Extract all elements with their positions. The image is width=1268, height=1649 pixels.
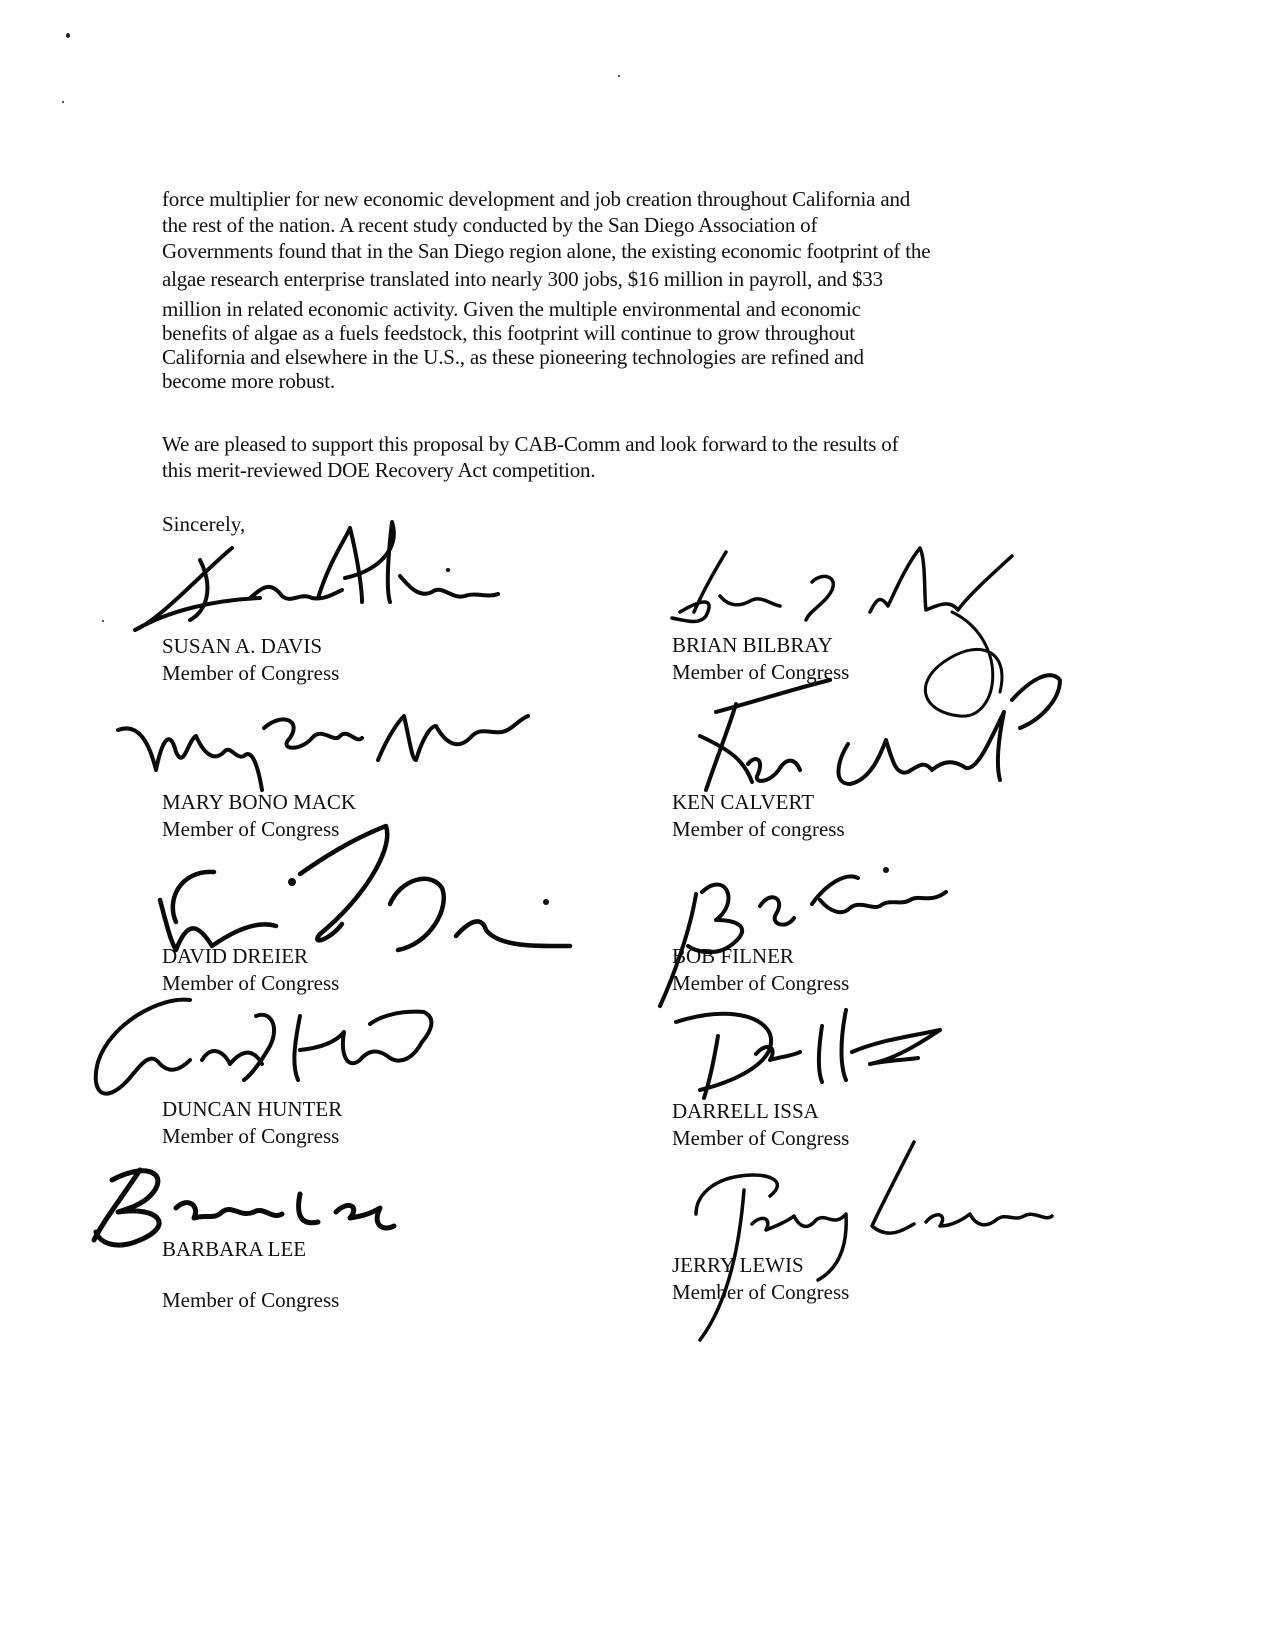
signature-block-dreier xyxy=(162,943,339,997)
signatory-title: Member of Congress xyxy=(672,971,850,995)
scan-speck xyxy=(102,620,104,622)
signature-block-lewis xyxy=(672,1252,849,1306)
signature-hunter xyxy=(96,1000,432,1094)
signatory-title: Member of Congress xyxy=(672,1280,850,1304)
signature-lewis xyxy=(696,1142,1052,1340)
scan-speck xyxy=(66,33,70,38)
signatory-title: Member of Congress xyxy=(162,971,340,995)
paragraph-line: become more robust. xyxy=(162,369,335,393)
signatory-name: DAVID DREIER xyxy=(162,944,309,968)
signature-block-davis xyxy=(162,633,339,687)
signatory-name: BOB FILNER xyxy=(672,944,794,968)
signature-calvert xyxy=(700,675,1060,790)
signatory-title: Member of Congress xyxy=(672,1126,850,1150)
signatory-title: Member of Congress xyxy=(162,661,340,685)
signature-block-filner xyxy=(672,943,849,997)
signatory-title: Member of Congress xyxy=(162,1124,340,1148)
scan-speck xyxy=(618,75,620,77)
signatory-title: Member of congress xyxy=(672,817,845,841)
signatory-title: Member of Congress xyxy=(162,817,340,841)
signatory-name: KEN CALVERT xyxy=(672,790,815,814)
signature-davis xyxy=(135,522,498,630)
signature-block-hunter xyxy=(162,1096,342,1150)
closing-salutation: Sincerely, xyxy=(162,512,246,536)
paragraph-line: million in related economic activity. Given the multiple environmental and economic xyxy=(162,297,861,321)
paragraph-line: California and elsewhere in the U.S., as these pioneering technologies are refined and xyxy=(162,345,864,369)
paragraph-line: benefits of algae as a fuels feedstock, this footprint will continue to grow throughout xyxy=(162,321,855,345)
body-paragraph-1 xyxy=(162,186,1062,394)
signature-issa xyxy=(676,1010,940,1098)
signature-lee xyxy=(94,1170,394,1245)
signature-dreier xyxy=(160,826,570,950)
signatory-name: JERRY LEWIS xyxy=(672,1253,804,1277)
signature-block-calvert xyxy=(672,789,845,843)
signatory-name: DARRELL ISSA xyxy=(672,1099,819,1123)
body-paragraph-2 xyxy=(162,431,1062,483)
signatory-title: Member of Congress xyxy=(672,660,850,684)
paragraph-line: the rest of the nation. A recent study conducted by the San Diego Association of xyxy=(162,213,818,237)
signature-bono-mack xyxy=(118,716,528,790)
signatory-name: MARY BONO MACK xyxy=(162,790,357,814)
scan-speck xyxy=(62,101,64,103)
paragraph-line: algae research enterprise translated into nearly 300 jobs, $16 million in payroll, and $33 xyxy=(162,267,883,291)
signatory-name: DUNCAN HUNTER xyxy=(162,1097,343,1121)
paragraph-line: Governments found that in the San Diego region alone, the existing economic footprint of the xyxy=(162,239,931,263)
paragraph-line: this merit-reviewed DOE Recovery Act competition. xyxy=(162,458,596,482)
signature-block-bilbray xyxy=(672,632,849,686)
signatory-title: Member of Congress xyxy=(162,1288,340,1312)
paragraph-line: force multiplier for new economic development and job creation throughout California and xyxy=(162,187,911,211)
signatory-name: SUSAN A. DAVIS xyxy=(162,634,323,658)
signatory-name: BRIAN BILBRAY xyxy=(672,633,833,657)
signatory-name: BARBARA LEE xyxy=(162,1237,307,1261)
signature-block-bono-mack xyxy=(162,789,356,843)
signature-block-issa xyxy=(672,1098,849,1152)
paragraph-line: We are pleased to support this proposal by CAB-Comm and look forward to the results of xyxy=(162,432,899,456)
signature-block-lee xyxy=(162,1236,339,1314)
